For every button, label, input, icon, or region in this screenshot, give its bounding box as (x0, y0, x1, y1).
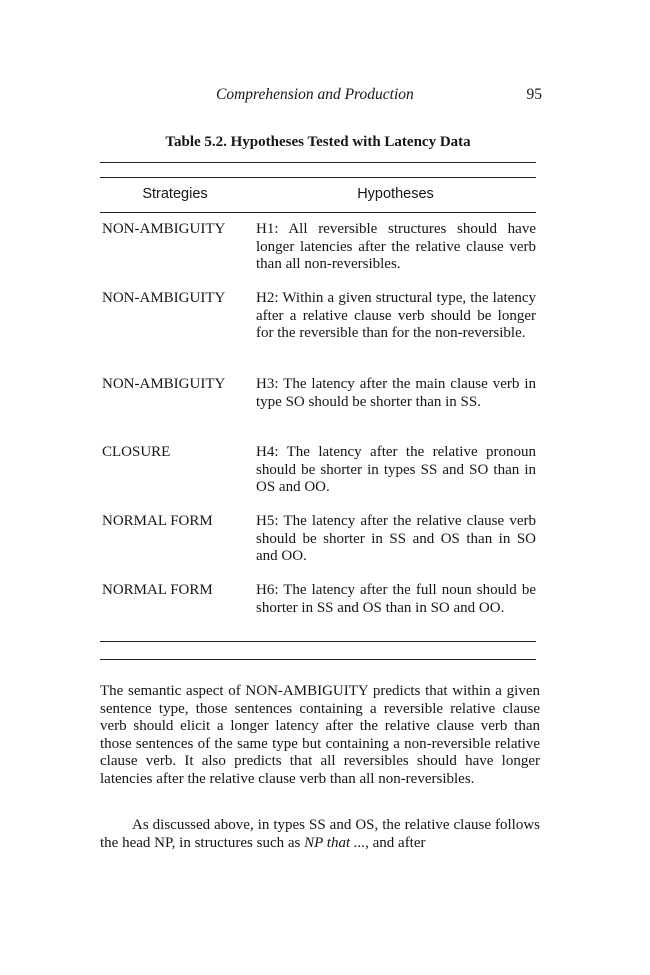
strategy-cell: NORMAL FORM (102, 582, 213, 598)
body-paragraph-2 (100, 817, 540, 852)
running-head (100, 86, 542, 106)
hypothesis-cell: H5: The latency after the relative clause verb should be shorter in SS and OS than in SO and OO. (256, 513, 536, 564)
table-caption: Table 5.2. Hypotheses Tested with Latency Data (165, 134, 471, 150)
strategy-cell: NON-AMBIGUITY (102, 221, 226, 237)
running-head-title: Comprehension and Production (216, 86, 414, 103)
table-top-rule (100, 162, 536, 163)
strategy-cell: CLOSURE (102, 444, 171, 460)
body-paragraph: The semantic aspect of NON-AMBIGUITY predicts that within a given sentence type, those sentences containing a reversible relative clause verb should elicit a longer latency after the relative clause verb than those sentences of the same type but containing a non-reversible relative clause verb. It also predicts that all reversibles should have longer latencies after the relative clause verb than all non-reversibles. (100, 683, 540, 787)
table-top-rule-2 (100, 177, 536, 178)
hypothesis-cell: H4: The latency after the relative pronoun should be shorter in types SS and SO than in OS and OO. (256, 444, 536, 495)
strategy-cell: NON-AMBIGUITY (102, 376, 226, 392)
hypothesis-cell: H6: The latency after the full noun should be shorter in SS and OS than in SO and OO. (256, 582, 536, 616)
column-header-strategies: Strategies (142, 186, 208, 202)
header-rule (100, 212, 536, 213)
paragraph-text-end: , and after (365, 834, 426, 851)
hypothesis-cell: H3: The latency after the main clause verb in type SO should be shorter than in SS. (256, 376, 536, 410)
table-bottom-rule (100, 641, 536, 642)
hypothesis-cell: H1: All reversible structures should have longer latencies after the relative clause verb than all non-reversibles. (256, 221, 536, 272)
strategy-cell: NON-AMBIGUITY (102, 290, 226, 306)
hypothesis-cell: H2: Within a given structural type, the latency after a relative clause verb should be longer for the reversible than for the non-reversible. (256, 290, 536, 341)
column-header-hypotheses: Hypotheses (357, 186, 434, 202)
table-bottom-rule-2 (100, 659, 536, 660)
paragraph-text: As discussed above, in types SS and OS, the relative clause follows the head NP, in structures such as (100, 817, 540, 851)
italic-example: NP that ... (304, 834, 366, 851)
page-number: 95 (526, 86, 542, 103)
strategy-cell: NORMAL FORM (102, 513, 213, 529)
